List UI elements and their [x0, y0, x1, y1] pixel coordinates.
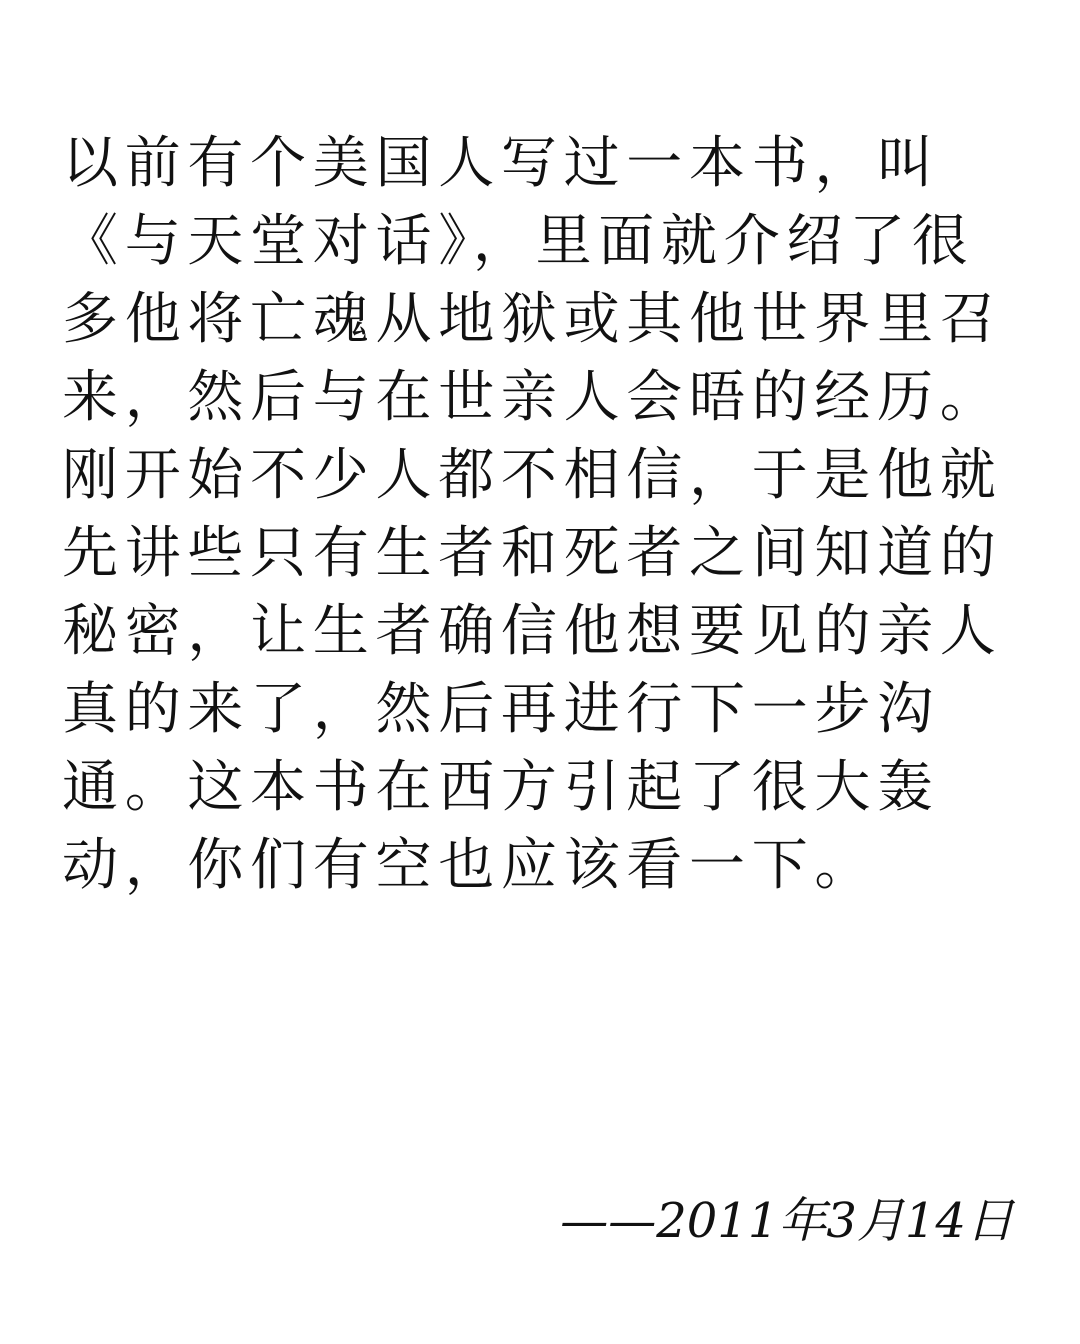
quote-line-4: 来，然后与在世亲人会晤的经历。: [62, 365, 1003, 430]
quote-line-2: 《与天堂对话》，里面就介绍了很: [62, 209, 975, 274]
quote-line-9: 通。这本书在西方引起了很大轰: [62, 755, 940, 820]
date-signature: ——2011年3月14日: [560, 1193, 1014, 1249]
quote-line-1: 以前有个美国人写过一本书，叫: [62, 131, 940, 196]
quote-line-3: 多他将亡魂从地狱或其他世界里召: [62, 287, 1003, 352]
quote-line-8: 真的来了，然后再进行下一步沟: [62, 677, 940, 742]
quote-line-5: 刚开始不少人都不相信，于是他就: [62, 443, 1003, 508]
quote-line-10: 动，你们有空也应该看一下。: [62, 833, 878, 898]
quote-line-6: 先讲些只有生者和死者之间知道的: [62, 521, 1003, 586]
quote-line-7: 秘密，让生者确信他想要见的亲人: [62, 599, 1003, 664]
quote-paragraph: [62, 125, 1028, 905]
